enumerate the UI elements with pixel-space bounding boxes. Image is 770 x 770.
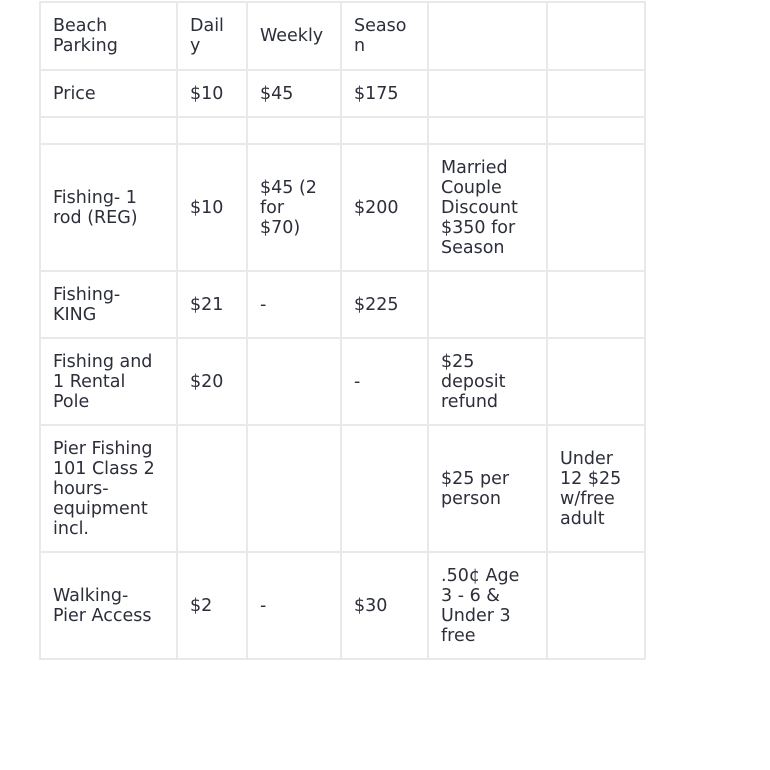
table-cell: Price (40, 70, 177, 117)
table-cell (177, 425, 247, 552)
table-cell (247, 425, 341, 552)
table-cell: $45 (2 for $70) (247, 144, 341, 271)
table-cell: .50¢ Age 3 - 6 & Under 3 free (428, 552, 547, 659)
table-cell (428, 2, 547, 70)
table-cell: $21 (177, 271, 247, 338)
table-row (40, 338, 645, 425)
table-cell (547, 144, 645, 271)
table-row (40, 552, 645, 659)
table-cell: $200 (341, 144, 428, 271)
table-row (40, 144, 645, 271)
table-cell (341, 117, 428, 144)
table-cell (428, 70, 547, 117)
table-cell: Fishing- 1 rod (REG) (40, 144, 177, 271)
table-cell: Fishing- KING (40, 271, 177, 338)
table-row (40, 70, 645, 117)
table-cell: Walking- Pier Access (40, 552, 177, 659)
table-cell: $10 (177, 70, 247, 117)
table-cell: $225 (341, 271, 428, 338)
table-cell: Fishing and 1 Rental Pole (40, 338, 177, 425)
table-cell: $20 (177, 338, 247, 425)
table-header-row (40, 2, 645, 70)
table-row (40, 117, 645, 144)
table-cell (547, 2, 645, 70)
pricing-table (39, 1, 646, 660)
table-cell: $2 (177, 552, 247, 659)
table-cell (40, 117, 177, 144)
table-cell: $25 deposit refund (428, 338, 547, 425)
table-cell (177, 117, 247, 144)
table-cell: - (341, 338, 428, 425)
table-cell: $25 per person (428, 425, 547, 552)
table-cell (547, 552, 645, 659)
table-cell: - (247, 552, 341, 659)
table-cell: $10 (177, 144, 247, 271)
table-cell (428, 271, 547, 338)
table-cell: Married Couple Discount $350 for Season (428, 144, 547, 271)
table-row (40, 425, 645, 552)
table-cell: $30 (341, 552, 428, 659)
table-cell (547, 117, 645, 144)
table-cell (247, 117, 341, 144)
table-cell: $45 (247, 70, 341, 117)
table-cell (247, 338, 341, 425)
table-cell (341, 425, 428, 552)
table-cell: Pier Fishing 101 Class 2 hours- equipment incl. (40, 425, 177, 552)
table-cell: Daily (177, 2, 247, 70)
table-cell: - (247, 271, 341, 338)
table-cell: Under 12 $25 w/free adult (547, 425, 645, 552)
table-cell: Season (341, 2, 428, 70)
table-cell (547, 338, 645, 425)
table-cell: $175 (341, 70, 428, 117)
table-cell (428, 117, 547, 144)
table-cell: Beach Parking (40, 2, 177, 70)
table-cell: Weekly (247, 2, 341, 70)
table-row (40, 271, 645, 338)
table-cell (547, 70, 645, 117)
table-cell (547, 271, 645, 338)
